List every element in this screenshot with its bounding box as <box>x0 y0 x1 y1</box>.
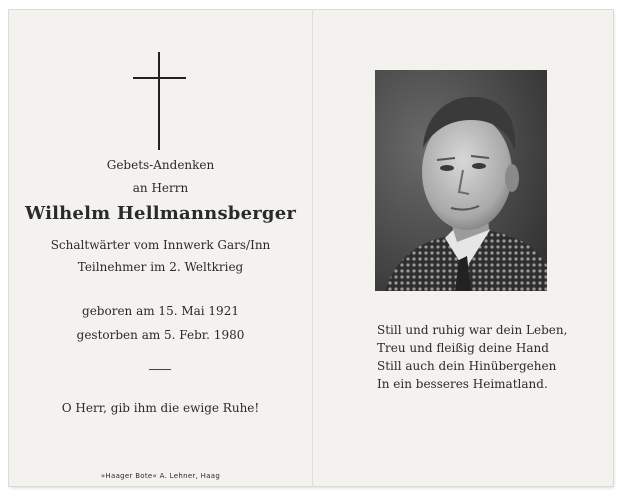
cross-icon <box>158 52 160 150</box>
poem-line: Treu und fleißig deine Hand <box>377 341 549 355</box>
death-date-line: gestorben am 5. Febr. 1980 <box>76 328 245 342</box>
poem <box>377 321 567 393</box>
war-note-line: Teilnehmer im 2. Weltkrieg <box>77 260 244 274</box>
portrait-photo <box>375 70 547 291</box>
card-fold-line <box>312 10 313 486</box>
portrait-image <box>375 70 547 291</box>
birth-date-line: geboren am 15. Mai 1921 <box>82 304 239 318</box>
addressee-line: an Herrn <box>132 181 189 195</box>
occupation-line: Schaltwärter vom Innwerk Gars/Inn <box>50 238 271 252</box>
cross-icon-bar <box>133 77 186 79</box>
card-heading: Gebets-Andenken <box>106 158 215 172</box>
poem-line: Still und ruhig war dein Leben, <box>377 323 568 337</box>
poem-line: Still auch dein Hinübergehen <box>377 359 557 373</box>
prayer-line: O Herr, gib ihm die ewige Ruhe! <box>61 401 260 415</box>
poem-line: In ein besseres Heimatland. <box>377 377 548 391</box>
printer-imprint: »Haager Bote« A. Lehner, Haag <box>100 472 221 480</box>
deceased-name: Wilhelm Hellmannsberger <box>24 203 297 224</box>
divider <box>149 369 171 370</box>
